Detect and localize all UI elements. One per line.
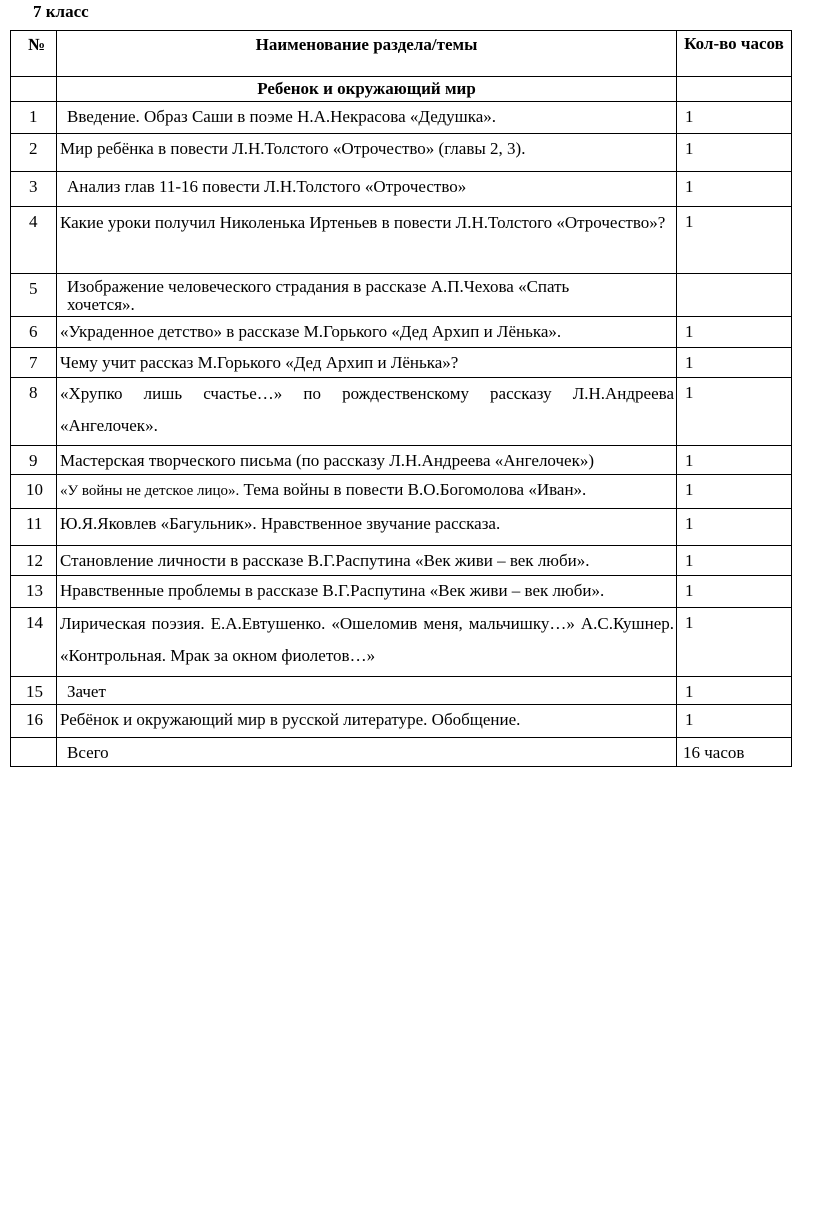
row-topic: Какие уроки получил Николенька Иртеньев в повести Л.Н.Толстого «Отрочество»? [57, 207, 677, 274]
table-row [11, 172, 792, 207]
row-num: 12 [11, 546, 57, 576]
total-label: Всего [57, 738, 677, 767]
total-row [11, 738, 792, 767]
table-row [11, 509, 792, 546]
row-hours: 1 [677, 677, 792, 705]
row-topic: Мастерская творческого письма (по рассказу Л.Н.Андреева «Ангелочек») [57, 446, 677, 475]
table-row [11, 274, 792, 317]
row-topic: Становление личности в рассказе В.Г.Распутина «Век живи – век люби». [57, 546, 677, 576]
row-hours: 1 [677, 348, 792, 378]
row-num: 3 [11, 172, 57, 207]
table-row [11, 446, 792, 475]
row-topic-rest: Тема войны в повести В.О.Богомолова «Иван». [239, 480, 587, 499]
row-num: 10 [11, 475, 57, 509]
row-hours: 1 [677, 378, 792, 446]
table-row [11, 677, 792, 705]
row-num: 15 [11, 677, 57, 705]
row-topic: Зачет [57, 677, 677, 705]
table-row [11, 207, 792, 274]
row-num: 9 [11, 446, 57, 475]
table-row [11, 608, 792, 677]
row-hours: 1 [677, 576, 792, 608]
row-topic-quote: «У войны не детское лицо». [60, 483, 240, 499]
row-topic: Анализ глав 11-16 повести Л.Н.Толстого «Отрочество» [57, 172, 677, 207]
row-hours: 1 [677, 705, 792, 738]
row-topic: Введение. Образ Саши в поэме Н.А.Некрасова «Дедушка». [57, 102, 677, 134]
row-hours: 1 [677, 172, 792, 207]
row-hours: 1 [677, 546, 792, 576]
row-num: 5 [11, 274, 57, 317]
row-topic: Мир ребёнка в повести Л.Н.Толстого «Отрочество» (главы 2, 3). [57, 134, 677, 172]
row-num: 14 [11, 608, 57, 677]
section-hours-cell [677, 77, 792, 102]
table-row [11, 546, 792, 576]
total-hours: 16 часов [677, 738, 792, 767]
table-row [11, 378, 792, 446]
table-row [11, 317, 792, 348]
header-num: № [11, 31, 57, 77]
row-num: 6 [11, 317, 57, 348]
row-num: 1 [11, 102, 57, 134]
total-num-cell [11, 738, 57, 767]
row-num: 7 [11, 348, 57, 378]
row-hours: 1 [677, 475, 792, 509]
row-num: 2 [11, 134, 57, 172]
row-hours: 1 [677, 134, 792, 172]
table-row [11, 348, 792, 378]
table-header-row [11, 31, 792, 77]
row-num: 4 [11, 207, 57, 274]
table-row [11, 576, 792, 608]
section-num-cell [11, 77, 57, 102]
row-hours: 1 [677, 446, 792, 475]
row-topic: Чему учит рассказ М.Горького «Дед Архип и Лёнька»? [57, 348, 677, 378]
row-hours: 1 [677, 608, 792, 677]
header-hours: Кол-во часов [677, 31, 792, 77]
row-num: 11 [11, 509, 57, 546]
row-topic: Нравственные проблемы в рассказе В.Г.Распутина «Век живи – век люби». [57, 576, 677, 608]
row-topic [57, 475, 677, 509]
row-topic: «Украденное детство» в рассказе М.Горького «Дед Архип и Лёнька». [57, 317, 677, 348]
row-topic: «Хрупко лишь счастье…» по рождественскому рассказу Л.Н.Андреева «Ангелочек». [57, 378, 677, 446]
row-hours: 1 [677, 102, 792, 134]
row-num: 13 [11, 576, 57, 608]
lesson-plan-table [10, 30, 792, 767]
row-hours: 1 [677, 509, 792, 546]
row-num: 8 [11, 378, 57, 446]
row-topic: Изображение человеческого страдания в рассказе А.П.Чехова «Спать хочется». [57, 274, 677, 317]
row-topic: Ю.Я.Яковлев «Багульник». Нравственное звучание рассказа. [57, 509, 677, 546]
table-row [11, 475, 792, 509]
row-topic: Лирическая поэзия. Е.А.Евтушенко. «Ошеломив меня, мальчишку…» А.С.Кушнер. «Контрольная. Мрак за окном фиолетов…» [57, 608, 677, 677]
section-title: Ребенок и окружающий мир [57, 77, 677, 102]
table-row [11, 705, 792, 738]
row-hours [677, 274, 792, 317]
table-row [11, 134, 792, 172]
grade-title: 7 класс [33, 2, 89, 21]
row-topic: Ребёнок и окружающий мир в русской литературе. Обобщение. [57, 705, 677, 738]
header-topic: Наименование раздела/темы [57, 31, 677, 77]
table-row [11, 102, 792, 134]
row-hours: 1 [677, 317, 792, 348]
row-num: 16 [11, 705, 57, 738]
section-row [11, 77, 792, 102]
row-hours: 1 [677, 207, 792, 274]
